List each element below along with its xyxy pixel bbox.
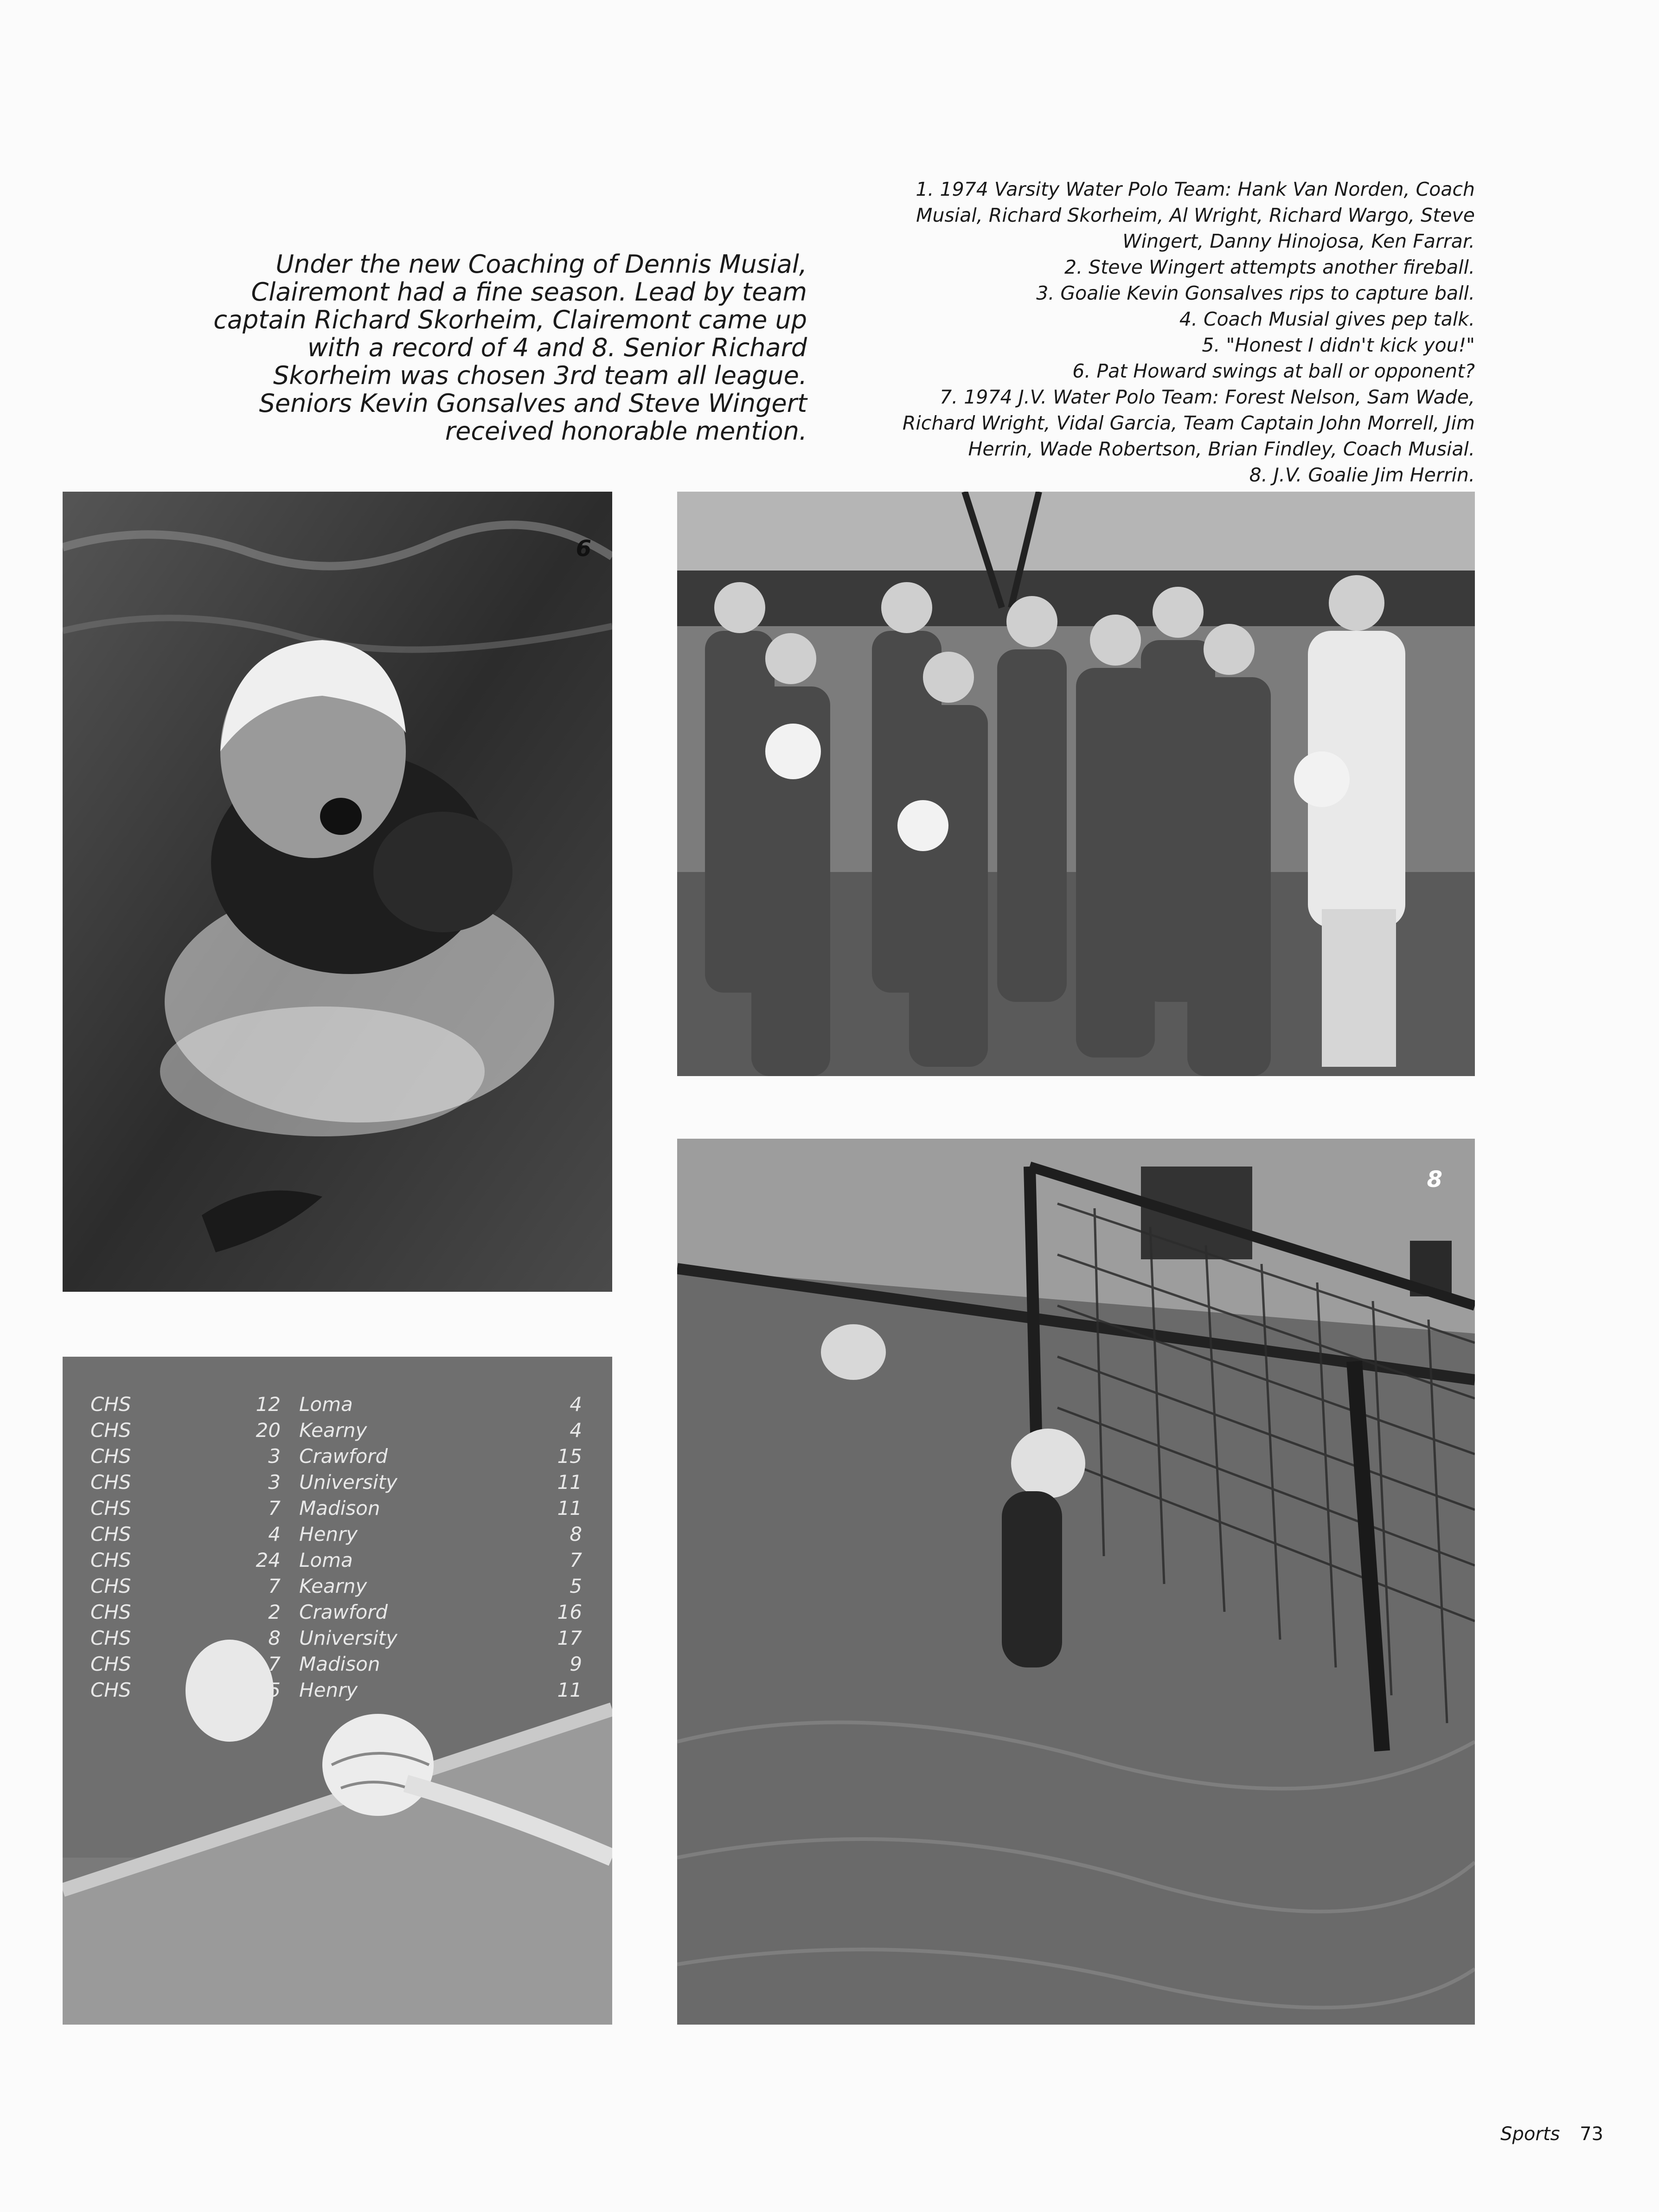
score-opponent-points: 17: [557, 1627, 582, 1649]
score-team-points: 7: [268, 1497, 281, 1520]
score-opponent-points: 15: [557, 1445, 582, 1468]
score-team-points: 7: [268, 1653, 281, 1675]
score-team-points: 20: [256, 1419, 281, 1442]
team-group-image: [677, 492, 1475, 1076]
season-summary-text: Under the new Coaching of Dennis Musial, Clairemont had a fine season. Lead by team captain Richard Skorheim, Clairemont came up with a record of 4 and 8. Senior Richard Skorheim was chosen 3rd team all league. Seniors Kevin Gonsalves and Steve Wingert received honorable mention.: [213, 250, 807, 446]
score-opponent: Madison: [299, 1653, 380, 1675]
score-team: CHS: [90, 1419, 131, 1442]
score-opponent: Loma: [299, 1549, 353, 1571]
photo-player-scoreboard: [63, 1357, 612, 2025]
score-team-points: 8: [268, 1627, 281, 1649]
score-row: [90, 1443, 582, 1469]
score-opponent: University: [299, 1627, 397, 1649]
caption-7: 7. 1974 J.V. Water Polo Team: Forest Nelson, Sam Wade, Richard Wright, Vidal Garcia, Team Captain John Morrell, Jim Herrin, Wade Robertson, Brian Findley, Coach Musial.: [902, 386, 1475, 460]
score-team: CHS: [90, 1575, 131, 1597]
score-opponent: Henry: [299, 1523, 358, 1545]
score-opponent: Madison: [299, 1497, 380, 1520]
score-opponent: University: [299, 1471, 397, 1494]
score-row: [90, 1599, 582, 1625]
score-opponent-points: 4: [570, 1393, 582, 1416]
season-scores-table: [90, 1391, 582, 1703]
score-row: [90, 1625, 582, 1651]
score-row: [90, 1651, 582, 1677]
caption-2: 2. Steve Wingert attempts another fireball.: [1064, 256, 1475, 278]
score-opponent: Crawford: [299, 1601, 388, 1623]
score-team: CHS: [90, 1549, 131, 1571]
score-opponent: Henry: [299, 1679, 358, 1701]
caption-5: 5. "Honest I didn't kick you!": [1202, 334, 1475, 356]
score-team: CHS: [90, 1471, 131, 1494]
photo-swimmer: [63, 492, 612, 1292]
score-team-points: 2: [268, 1601, 281, 1623]
score-row: [90, 1495, 582, 1521]
score-team: CHS: [90, 1601, 131, 1623]
photo-jv-goalie: [677, 1139, 1475, 2025]
score-team: CHS: [90, 1523, 131, 1545]
score-opponent: Kearny: [299, 1575, 367, 1597]
score-team-points: 3: [268, 1445, 281, 1468]
score-opponent: Kearny: [299, 1419, 367, 1442]
score-team-points: 4: [268, 1523, 281, 1545]
page-footer: [1500, 2123, 1603, 2145]
footer-section: Sports: [1500, 2123, 1560, 2145]
caption-8: 8. J.V. Goalie Jim Herrin.: [1249, 464, 1475, 486]
score-opponent-points: 4: [570, 1419, 582, 1442]
score-opponent-points: 11: [557, 1679, 582, 1701]
photo-number-8: 8: [1427, 1167, 1442, 1193]
caption-6: 6. Pat Howard swings at ball or opponent?: [1072, 360, 1475, 382]
score-opponent-points: 11: [557, 1471, 582, 1494]
score-team-points: 5: [268, 1679, 281, 1701]
photo-varsity-team: [677, 492, 1475, 1076]
score-row: [90, 1677, 582, 1703]
score-team-points: 3: [268, 1471, 281, 1494]
score-opponent-points: 8: [570, 1523, 582, 1545]
page-number: 73: [1580, 2123, 1603, 2145]
score-team: CHS: [90, 1393, 131, 1416]
swimmer-image: [63, 492, 612, 1292]
score-row: [90, 1547, 582, 1573]
score-team: CHS: [90, 1445, 131, 1468]
score-team: CHS: [90, 1679, 131, 1701]
score-opponent-points: 7: [570, 1549, 582, 1571]
score-opponent-points: 5: [570, 1575, 582, 1597]
goalie-image: [677, 1139, 1475, 2025]
score-opponent: Loma: [299, 1393, 353, 1416]
score-team-points: 24: [256, 1549, 281, 1571]
photo-captions: [863, 176, 1475, 488]
score-team: CHS: [90, 1497, 131, 1520]
caption-3: 3. Goalie Kevin Gonsalves rips to capture ball.: [1036, 282, 1475, 304]
score-team: CHS: [90, 1653, 131, 1675]
score-team-points: 12: [256, 1393, 281, 1416]
score-row: [90, 1417, 582, 1443]
score-row: [90, 1391, 582, 1417]
score-opponent-points: 16: [557, 1601, 582, 1623]
photo-number-6: 6: [576, 536, 591, 562]
score-row: [90, 1573, 582, 1599]
score-team-points: 7: [268, 1575, 281, 1597]
score-opponent-points: 9: [570, 1653, 582, 1675]
score-opponent: Crawford: [299, 1445, 388, 1468]
caption-4: 4. Coach Musial gives pep talk.: [1179, 308, 1475, 330]
score-opponent-points: 11: [557, 1497, 582, 1520]
score-row: [90, 1469, 582, 1495]
caption-1: 1. 1974 Varsity Water Polo Team: Hank Van Norden, Coach Musial, Richard Skorheim, Al Wright, Richard Wargo, Steve Wingert, Danny Hinojosa, Ken Farrar.: [916, 178, 1475, 252]
score-team: CHS: [90, 1627, 131, 1649]
score-row: [90, 1521, 582, 1547]
